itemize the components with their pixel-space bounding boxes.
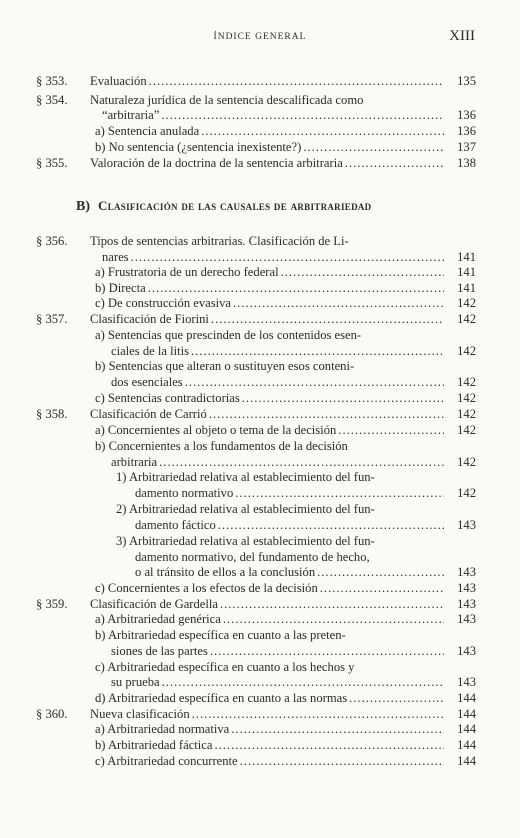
entry-text: [95, 327, 444, 343]
entry-page-number: 142: [457, 391, 476, 405]
entry-text: [95, 659, 444, 675]
entry-text: [111, 343, 444, 359]
entry-title: Clasificación de Fiorini: [90, 312, 209, 326]
entry-title: ciales de la litis: [111, 344, 189, 358]
entry-page-number: 143: [457, 644, 476, 658]
entry-text: [95, 753, 444, 769]
dot-leader: [221, 611, 444, 627]
entry-title: nares: [102, 250, 129, 264]
entry-title: damento normativo, del fundamento de hecho,: [135, 550, 370, 564]
entry-title: c) Concernientes a los efectos de la decisión: [95, 581, 318, 595]
entry-text: [95, 438, 444, 454]
entry-title: su prueba: [111, 675, 160, 689]
toc-row: [0, 107, 520, 123]
entry-title: c) De construcción evasiva: [95, 296, 232, 310]
section-number: § 360.: [36, 707, 68, 721]
toc-row: [0, 721, 520, 737]
dot-leader: [146, 280, 444, 296]
toc-row: [0, 280, 520, 296]
dot-leader: [157, 454, 444, 470]
toc-row: [0, 485, 520, 501]
toc-row: [0, 517, 520, 533]
entry-page-number: 142: [457, 486, 476, 500]
entry-text: [111, 374, 444, 390]
toc-row: [0, 295, 520, 311]
entry-page-number: 141: [457, 250, 476, 264]
dot-leader: [301, 139, 444, 155]
toc-row: [0, 73, 520, 89]
toc-row: [0, 627, 520, 643]
section-number: § 357.: [36, 312, 68, 326]
section-title: Clasificación de las causales de arbitrariedad: [98, 198, 372, 213]
entry-title: siones de las partes: [111, 644, 208, 658]
toc-row: [0, 564, 520, 580]
entry-title: 1) Arbitrariedad relativa al establecimiento del fun-: [116, 470, 375, 484]
section-number: § 358.: [36, 407, 68, 421]
entry-page-number: 136: [457, 108, 476, 122]
dot-leader: [238, 753, 444, 769]
dot-leader: [159, 107, 444, 123]
toc-row: [0, 92, 520, 108]
entry-title: a) Arbitrariedad normativa: [95, 722, 230, 736]
dot-leader: [318, 580, 444, 596]
entry-page-number: 144: [457, 738, 476, 752]
section-heading: [76, 198, 372, 215]
entry-page-number: 144: [457, 754, 476, 768]
dot-leader: [336, 422, 444, 438]
entry-title: “arbitraria”: [102, 108, 160, 122]
entry-page-number: 137: [457, 140, 476, 154]
toc-row: [0, 580, 520, 596]
entry-title: Tipos de sentencias arbitrarias. Clasificación de Li-: [90, 234, 349, 248]
dot-leader: [229, 721, 444, 737]
entry-text: [135, 517, 444, 533]
entry-title: Clasificación de Carrió: [90, 407, 207, 421]
dot-leader: [147, 73, 444, 89]
entry-text: [90, 155, 444, 171]
dot-leader: [233, 485, 444, 501]
dot-leader: [190, 706, 444, 722]
toc-row: [0, 249, 520, 265]
entry-title: a) Sentencia anulada: [95, 124, 200, 138]
entry-page-number: 143: [457, 612, 476, 626]
entry-page-number: 144: [457, 722, 476, 736]
toc-row: [0, 596, 520, 612]
entry-text: [102, 107, 444, 123]
dot-leader: [315, 564, 444, 580]
toc-row: [0, 674, 520, 690]
toc-row: [0, 753, 520, 769]
entry-page-number: 136: [457, 124, 476, 138]
entry-text: [95, 580, 444, 596]
entry-title: b) Concernientes a los fundamentos de la decisión: [95, 439, 348, 453]
running-header: [0, 28, 520, 48]
entry-title: a) Concernientes al objeto o tema de la decisión: [95, 423, 337, 437]
entry-text: [135, 485, 444, 501]
entry-title: b) Arbitrariedad fáctica: [95, 738, 213, 752]
entry-page-number: 144: [457, 707, 476, 721]
toc-row: [0, 659, 520, 675]
dot-leader: [199, 123, 444, 139]
dot-leader: [129, 249, 444, 265]
entry-text: [95, 295, 444, 311]
dot-leader: [218, 596, 444, 612]
entry-page-number: 142: [457, 375, 476, 389]
entry-title: b) Arbitrariedad específica en cuanto a las preten-: [95, 628, 346, 642]
toc-row: [0, 422, 520, 438]
toc-row: [0, 643, 520, 659]
dot-leader: [279, 264, 444, 280]
entry-text: [116, 501, 444, 517]
entry-text: [95, 737, 444, 753]
toc-row: [0, 706, 520, 722]
entry-text: [95, 721, 444, 737]
entry-title: c) Arbitrariedad concurrente: [95, 754, 238, 768]
entry-title: Clasificación de Gardella: [90, 597, 218, 611]
entry-text: [90, 92, 444, 108]
entry-text: [135, 549, 444, 565]
toc-row: [0, 343, 520, 359]
toc-row: [0, 454, 520, 470]
entry-page-number: 142: [457, 407, 476, 421]
dot-leader: [212, 737, 444, 753]
entry-page-number: 144: [457, 691, 476, 705]
entry-text: [111, 643, 444, 659]
section-letter: B): [76, 199, 90, 214]
entry-text: [95, 611, 444, 627]
entry-page-number: 143: [457, 565, 476, 579]
toc-row: [0, 469, 520, 485]
entry-page-number: 143: [457, 675, 476, 689]
entry-page-number: 142: [457, 312, 476, 326]
entry-title: damento fáctico: [135, 518, 216, 532]
dot-leader: [183, 374, 444, 390]
entry-text: [90, 706, 444, 722]
dot-leader: [209, 311, 444, 327]
toc-row: [0, 374, 520, 390]
entry-title: c) Arbitrariedad específica en cuanto a los hechos y: [95, 660, 355, 674]
entry-title: Evaluación: [90, 74, 147, 88]
dot-leader: [160, 674, 444, 690]
entry-title: 2) Arbitrariedad relativa al establecimiento del fun-: [116, 502, 375, 516]
entry-page-number: 141: [457, 281, 476, 295]
entry-text: [90, 406, 444, 422]
toc-row: [0, 327, 520, 343]
entry-text: [116, 533, 444, 549]
entry-title: a) Frustratoria de un derecho federal: [95, 265, 279, 279]
running-title: ÍNDICE GENERAL: [213, 32, 307, 42]
entry-page-number: 142: [457, 296, 476, 310]
entry-title: 3) Arbitrariedad relativa al establecimiento del fun-: [116, 534, 375, 548]
entry-text: [95, 264, 444, 280]
dot-leader: [208, 643, 444, 659]
entry-text: [95, 280, 444, 296]
entry-title: o al tránsito de ellos a la conclusión: [135, 565, 316, 579]
page-number: XIII: [449, 28, 475, 44]
entry-page-number: 142: [457, 344, 476, 358]
dot-leader: [343, 155, 444, 171]
entry-text: [111, 454, 444, 470]
toc-row: [0, 264, 520, 280]
toc-row: [0, 611, 520, 627]
toc-row: [0, 311, 520, 327]
entry-page-number: 143: [457, 597, 476, 611]
toc-row: [0, 139, 520, 155]
entry-title: arbitraria: [111, 455, 158, 469]
entry-page-number: 142: [457, 423, 476, 437]
entry-text: [90, 311, 444, 327]
section-number: § 353.: [36, 74, 68, 88]
dot-leader: [347, 690, 444, 706]
entry-title: b) Directa: [95, 281, 146, 295]
entry-text: [95, 627, 444, 643]
toc-row: [0, 549, 520, 565]
entry-title: b) No sentencia (¿sentencia inexistente?): [95, 140, 302, 154]
entry-text: [95, 139, 444, 155]
section-number: § 356.: [36, 234, 68, 248]
entry-text: [95, 358, 444, 374]
dot-leader: [240, 390, 444, 406]
entry-text: [95, 390, 444, 406]
entry-text: [95, 422, 444, 438]
entry-title: Naturaleza jurídica de la sentencia descalificada como: [90, 93, 364, 107]
entry-text: [95, 690, 444, 706]
section-number: § 359.: [36, 597, 68, 611]
toc-row: [0, 233, 520, 249]
toc-row: [0, 390, 520, 406]
toc-row: [0, 155, 520, 171]
entry-text: [102, 249, 444, 265]
entry-title: b) Sentencias que alteran o sustituyen esos conteni-: [95, 359, 355, 373]
toc-row: [0, 501, 520, 517]
entry-page-number: 141: [457, 265, 476, 279]
entry-text: [90, 233, 444, 249]
toc-row: [0, 737, 520, 753]
dot-leader: [216, 517, 444, 533]
section-number: § 354.: [36, 93, 68, 107]
entry-page-number: 142: [457, 455, 476, 469]
entry-text: [90, 596, 444, 612]
toc-row: [0, 533, 520, 549]
entry-title: d) Arbitrariedad específica en cuanto a las normas: [95, 691, 348, 705]
toc-row: [0, 690, 520, 706]
dot-leader: [207, 406, 444, 422]
entry-text: [111, 674, 444, 690]
entry-page-number: 143: [457, 518, 476, 532]
entry-title: damento normativo: [135, 486, 234, 500]
entry-title: dos esenciales: [111, 375, 183, 389]
entry-text: [95, 123, 444, 139]
entry-title: c) Sentencias contradictorias: [95, 391, 240, 405]
entry-page-number: 135: [457, 74, 476, 88]
toc-row: [0, 123, 520, 139]
entry-text: [90, 73, 444, 89]
entry-title: Valoración de la doctrina de la sentencia arbitraria: [90, 156, 343, 170]
entry-title: a) Sentencias que prescinden de los contenidos esen-: [95, 328, 362, 342]
toc-row: [0, 406, 520, 422]
entry-title: a) Arbitrariedad genérica: [95, 612, 221, 626]
section-number: § 355.: [36, 156, 68, 170]
toc-row: [0, 438, 520, 454]
dot-leader: [231, 295, 444, 311]
entry-page-number: 138: [457, 156, 476, 170]
entry-title: Nueva clasificación: [90, 707, 190, 721]
entry-text: [116, 469, 444, 485]
entry-text: [135, 564, 444, 580]
dot-leader: [189, 343, 444, 359]
entry-page-number: 143: [457, 581, 476, 595]
toc-row: [0, 358, 520, 374]
